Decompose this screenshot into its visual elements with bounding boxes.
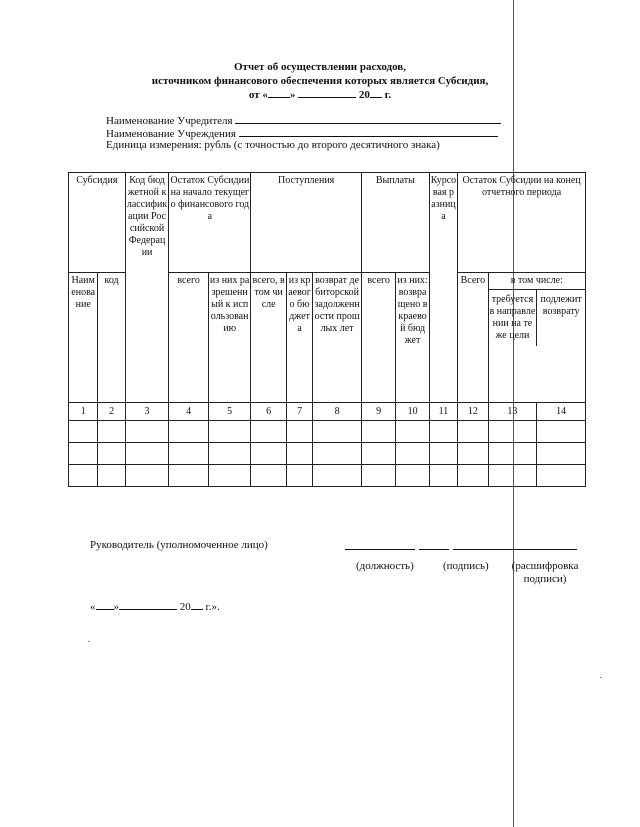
header-closing-total: Всего [458,273,488,403]
col-num-9: 9 [361,403,395,421]
header-receipts-total: всего, в том числе [251,273,286,403]
table-cell[interactable] [361,443,395,465]
table-cell[interactable] [429,443,457,465]
sig-year-blank[interactable] [191,600,203,610]
sig-date-close-quote: » [113,601,119,613]
header-regional-budget: из краевого бюджета [286,273,312,403]
header-including-group [488,273,585,403]
table-cell[interactable] [313,421,362,443]
table-cell[interactable] [69,421,98,443]
report-title-line-1: Отчет об осуществлении расходов, [234,61,406,73]
table-cell[interactable] [69,465,98,487]
date-open-quote: от « [248,89,268,101]
founder-input[interactable] [235,113,501,124]
table-cell[interactable] [169,465,209,487]
header-including: в том числе: [489,273,585,290]
institution-input[interactable] [239,126,498,137]
head-signature-label: Руководитель (уполномоченное лицо) [90,539,268,551]
signature-date-line [90,600,220,614]
table-cell[interactable] [286,443,312,465]
header-name: Наименование [69,273,98,403]
sig-month-blank[interactable] [119,600,177,610]
table-cell[interactable] [429,421,457,443]
sig-date-open-quote: « [90,601,96,613]
col-num-11: 11 [429,403,457,421]
report-title-line-2: источником финансового обеспечения которых является Субсидия, [151,75,489,87]
table-cell[interactable] [208,421,251,443]
header-permitted: из них разрешенный к использованию [208,273,251,403]
table-cell[interactable] [125,443,169,465]
header-receivables-return: возврат дебиторской задолженности прошлых лет [313,273,362,403]
table-cell[interactable] [458,421,488,443]
col-num-3: 3 [125,403,169,421]
table-cell[interactable] [361,421,395,443]
col-num-10: 10 [396,403,429,421]
table-cell[interactable] [537,465,586,487]
table-cell[interactable] [429,465,457,487]
table-cell[interactable] [251,421,286,443]
table-cell[interactable] [396,421,429,443]
table-cell[interactable] [69,443,98,465]
col-num-6: 6 [251,403,286,421]
signature-line[interactable] [419,549,449,550]
table-cell[interactable] [458,465,488,487]
header-opening-total: всего [169,273,209,403]
sig-day-blank[interactable] [96,600,114,610]
table-cell[interactable] [458,443,488,465]
table-cell[interactable] [98,421,125,443]
table-cell[interactable] [169,421,209,443]
table-cell[interactable] [488,465,537,487]
table-cell[interactable] [125,421,169,443]
header-returned-regional: из них: возвращено в краевой бюджет [396,273,429,403]
table-cell[interactable] [125,465,169,487]
table-cell[interactable] [313,465,362,487]
day-blank[interactable] [268,88,290,98]
col-num-7: 7 [286,403,312,421]
year-blank[interactable] [370,88,382,98]
col-num-12: 12 [458,403,488,421]
header-closing-balance: Остаток Субсидии на конец отчетного периода [458,173,586,273]
year-prefix: 20 [358,89,370,101]
sig-year-suffix: г.». [205,601,220,613]
header-opening-balance: Остаток Субсидии на начало текущего финансового года [169,173,251,273]
table-cell[interactable] [361,465,395,487]
table-cell[interactable] [169,443,209,465]
table-cell[interactable] [286,421,312,443]
header-receipts: Поступления [251,173,361,273]
table-cell[interactable] [208,443,251,465]
founder-label: Наименование Учредителя [106,115,233,127]
header-row-1 [69,173,586,273]
date-close-quote: » [289,89,296,101]
table-row [69,465,586,487]
table-cell[interactable] [537,421,586,443]
header-code: код [98,273,125,403]
decoding-line[interactable] [453,549,577,550]
header-exchange-diff: Курсовая разница [429,173,457,403]
table-cell[interactable] [251,443,286,465]
institution-label: Наименование Учреждения [106,128,236,140]
table-cell[interactable] [286,465,312,487]
table-cell[interactable] [396,443,429,465]
table-cell[interactable] [396,465,429,487]
col-num-2: 2 [98,403,125,421]
table-cell[interactable] [251,465,286,487]
report-date-line [0,88,640,102]
table-cell[interactable] [98,465,125,487]
table-cell[interactable] [208,465,251,487]
header-needs-direction: требуется в направлении на те же цели [489,290,538,346]
header-payments: Выплаты [361,173,429,273]
col-num-4: 4 [169,403,209,421]
header-to-return: подлежит возврату [540,294,582,317]
sig-year-prefix: 20 [179,601,191,613]
header-budget-code: Код бюджетной классификации Российской Федерации [125,173,169,403]
column-number-row [69,403,586,421]
decoding-caption: (расшифровка подписи) [511,560,579,585]
position-line[interactable] [345,549,415,550]
header-payments-total: всего [361,273,395,403]
scan-speck [88,641,90,642]
year-suffix: г. [384,89,392,101]
table-cell[interactable] [488,421,537,443]
table-cell[interactable] [537,443,586,465]
unit-of-measure: Единица измерения: рубль (с точностью до второго десятичного знака) [106,139,440,151]
signature-caption: (подпись) [443,560,489,572]
col-num-8: 8 [313,403,362,421]
table-cell[interactable] [98,443,125,465]
col-num-1: 1 [69,403,98,421]
table-cell[interactable] [488,443,537,465]
month-blank[interactable] [298,88,356,98]
col-num-13: 13 [488,403,537,421]
table-row [69,443,586,465]
header-subsidy: Субсидия [69,173,126,273]
table-row [69,421,586,443]
position-caption: (должность) [356,560,414,572]
col-num-5: 5 [208,403,251,421]
table-cell[interactable] [313,443,362,465]
report-table [68,172,586,487]
col-num-14: 14 [537,403,586,421]
scan-speck [600,677,602,678]
